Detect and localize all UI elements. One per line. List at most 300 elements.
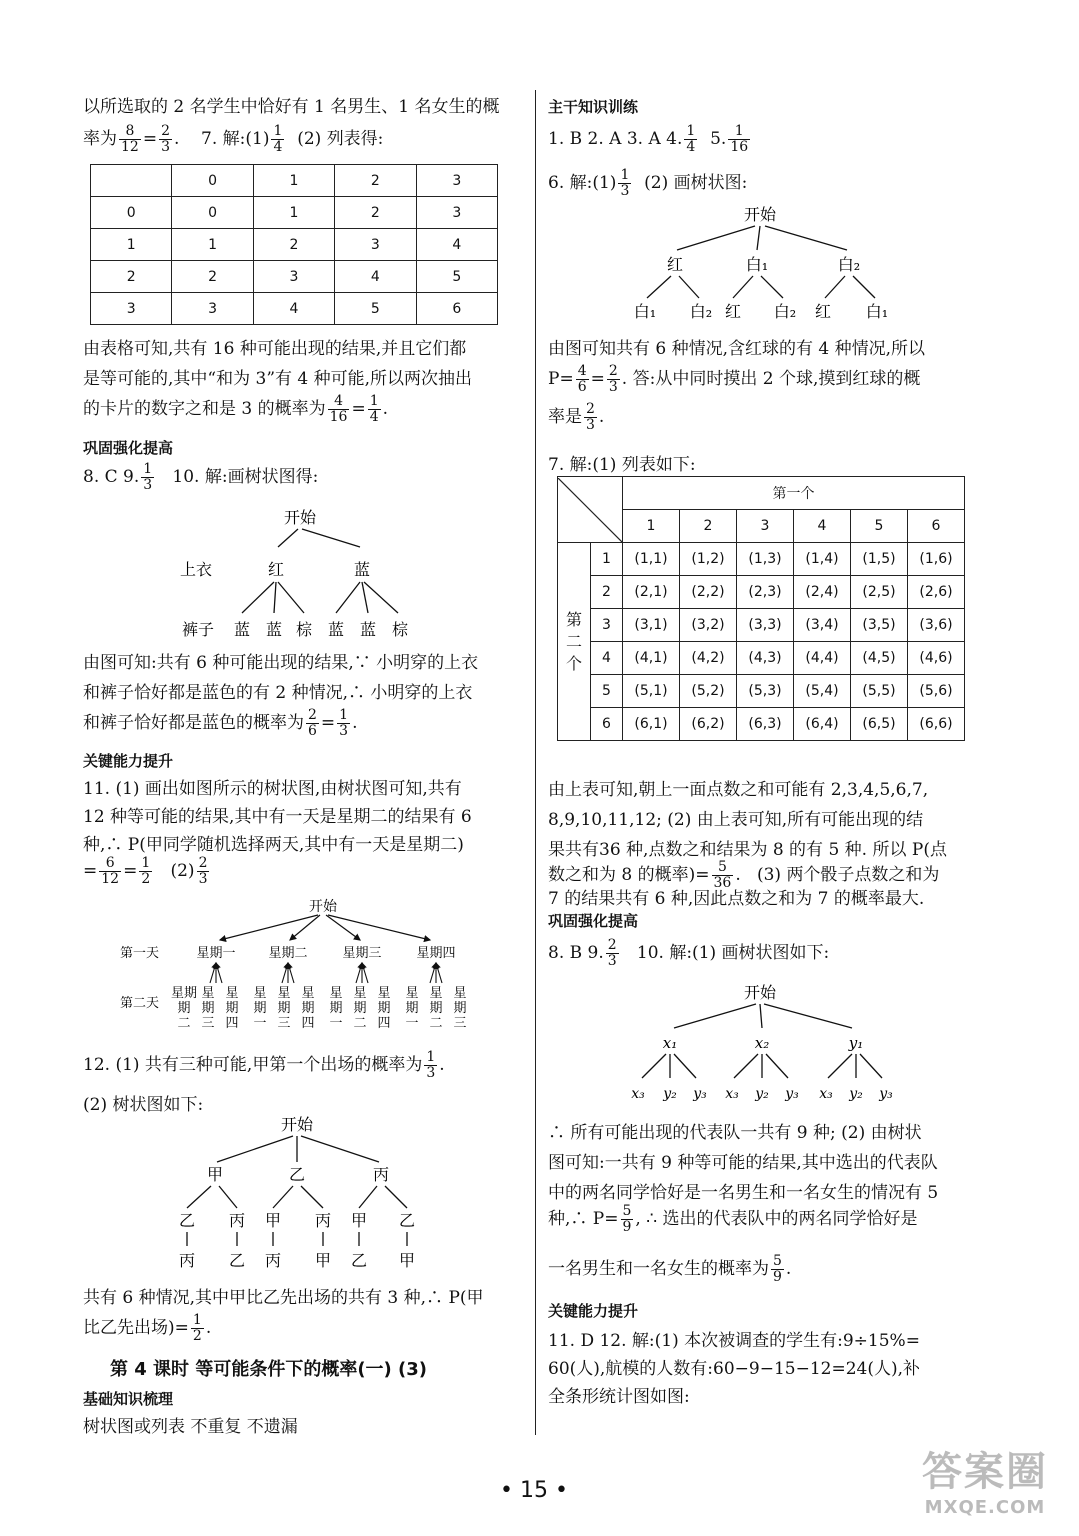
table-cell: (6,2) (680, 708, 737, 741)
tree-edge (679, 276, 699, 298)
table-cell: (4,2) (680, 642, 737, 675)
text-span: 10. 解:(1) 画树状图如下: (636, 943, 830, 963)
fraction-den: 6 (308, 723, 317, 739)
tree-node: x₁ (662, 1034, 678, 1052)
text-line: 果共有36 种,点数之和结果为 8 的有 5 种. 所以 P(点 (548, 840, 947, 860)
fraction-den: 2 (141, 871, 151, 887)
text-span: (2) 画树状图: (644, 173, 748, 193)
table-cell: (4,6) (908, 642, 965, 675)
tree-node: 一 (253, 1016, 267, 1031)
table-cell: 1 (253, 197, 334, 229)
table-cell (91, 165, 172, 197)
fraction-num: 2 (198, 855, 208, 871)
text-line: 12. (1) 共有三种可能,甲第一个出场的概率为 $\frac{1}{3}$ . (83, 1049, 445, 1081)
tree-node: x₃ (725, 1086, 739, 1102)
dice-table-body (557, 542, 965, 741)
fraction-num: 1 (339, 707, 349, 723)
table-cell: 2 (172, 261, 253, 293)
watermark-text: 答案圈 (922, 1449, 1048, 1495)
text-span: P= (548, 369, 574, 389)
tree-node: x₃ (631, 1086, 645, 1102)
text-line (548, 168, 747, 199)
text-span: 比乙先出场)= (83, 1318, 189, 1338)
table-corner (558, 477, 623, 543)
text-line: 的卡片的数字之和是 3 的概率为 $\frac{4}{16}$ = $\frac{1}{4}$ . (83, 393, 389, 425)
table-cell: (2,2) (680, 576, 737, 609)
tree-node: 白₂ (837, 255, 861, 274)
row-header: 2 (591, 576, 623, 609)
text-line: 共有 6 种情况,其中甲比乙先出场的共有 3 种,∴ P(甲 (83, 1288, 484, 1308)
tree-edge (825, 276, 845, 298)
tree-edge (362, 582, 368, 613)
tree-node: 丙 (178, 1251, 196, 1270)
tree-edge (853, 276, 875, 298)
table-cell: 0 (91, 197, 172, 229)
fraction-den: 3 (161, 139, 170, 155)
table-cell: (6,6) (908, 708, 965, 741)
text-line: 率为 $\frac{8}{12}$ = $\frac{2}{3}$ . 7. 解:(1) $\frac{1}{4}$ (2) 列表得: (83, 123, 384, 155)
table-cell: (5,4) (794, 675, 851, 708)
tree-node: 星 (405, 986, 419, 1001)
tree-node: 开始 (283, 508, 317, 527)
text-line: 数之和为 8 的概率)= $\frac{5}{36}$ . (3) 两个骰子点数之和为 (548, 859, 940, 891)
weekday-tree-diagram (118, 895, 488, 1045)
table-cell: 6 (416, 293, 497, 325)
tree-node: 星 (377, 986, 391, 1001)
table-cell: (4,3) (737, 642, 794, 675)
tree-edge (677, 226, 755, 250)
table-cell: (2,3) (737, 576, 794, 609)
text-span: 8. C 9. (83, 467, 140, 487)
tree-node: 星 (253, 986, 267, 1001)
fraction-den: 16 (329, 409, 348, 425)
tree-edge (734, 1054, 758, 1078)
tree-node: y₁ (848, 1034, 864, 1052)
tree-node: 三 (453, 1016, 467, 1031)
text-span: 1. B 2. A 3. A 4. (548, 129, 683, 149)
text-span: 5. (710, 129, 727, 149)
fraction (159, 124, 172, 155)
tree-node: 白₂ (689, 302, 713, 321)
fraction (368, 394, 381, 425)
tree-node: 甲 (264, 1211, 282, 1230)
fraction (606, 938, 619, 969)
table-cell: (5,2) (680, 675, 737, 708)
table-cell: (2,4) (794, 576, 851, 609)
tree-edge (385, 1186, 407, 1208)
fraction-den: 9 (622, 1219, 632, 1235)
tree-node: y₃ (693, 1086, 707, 1102)
table-cell: (1,4) (794, 543, 851, 576)
section-heading: 关键能力提升 (548, 1302, 639, 1320)
table-cell: (1,2) (680, 543, 737, 576)
table-cell: (6,5) (851, 708, 908, 741)
text-line: 图可知:一共有 9 种等可能的结果,其中选出的代表队 (548, 1153, 938, 1173)
tree-edge (274, 582, 276, 613)
tree-edge (301, 1136, 379, 1162)
tree-edge (301, 1186, 323, 1208)
text-span: 数之和为 8 的概率)= (548, 865, 710, 885)
tree-node: 红 (267, 560, 285, 579)
side-char: 第 (565, 609, 582, 629)
table-cell: 4 (335, 261, 416, 293)
table-cell: (5,3) (737, 675, 794, 708)
fraction-num: 2 (308, 707, 317, 723)
tree-edge (733, 276, 753, 298)
text-line: ∴ 所有可能出现的代表队一共有 9 种; (2) 由树状 (548, 1123, 922, 1143)
fraction-den: 12 (101, 871, 120, 887)
tree-edge (761, 276, 783, 298)
table-cell: (2,1) (623, 576, 680, 609)
tree-node: 星期二 (268, 946, 308, 961)
tree-edge (757, 226, 760, 250)
fraction-den: 12 (121, 139, 139, 155)
diagonal-line (558, 478, 622, 542)
tree-edge (220, 915, 318, 940)
table-cell: 3 (335, 229, 416, 261)
lesson-title: 第 4 课时 等可能条件下的概率(一) (3) (110, 1359, 428, 1380)
text-span: 一名男生和一名女生的概率为 (548, 1259, 769, 1279)
tree-edge (364, 582, 398, 613)
row-header: 5 (591, 675, 623, 708)
fraction (584, 402, 597, 433)
table-cell: (3,4) (794, 609, 851, 642)
tree-edge (278, 582, 304, 613)
tree-edge (362, 963, 368, 983)
clothing-tree-diagram (170, 505, 430, 645)
tree-node: 期 (253, 1001, 267, 1016)
table-cell: (3,2) (680, 609, 737, 642)
tree-node: 开始 (309, 899, 337, 915)
fraction (337, 708, 350, 739)
tree-edge (430, 963, 436, 983)
tree-node: 蓝 (327, 620, 345, 639)
text-line: 中的两名同学恰好是一名男生和一名女生的情况有 5 (548, 1183, 939, 1203)
table-cell: (1,3) (737, 543, 794, 576)
fraction-num: 1 (143, 461, 153, 477)
text-line: 率是 $\frac{2}{3}$ . (548, 401, 605, 433)
table-cell: (2,5) (851, 576, 908, 609)
fraction-den: 3 (198, 871, 208, 887)
tree-node: 裤子 (181, 620, 215, 639)
fraction-num: 1 (620, 167, 630, 183)
text-span: (2) (170, 861, 195, 881)
text-line: 11. (1) 画出如图所示的树状图,由树状图可知,共有 (83, 779, 462, 799)
text-line: 种,∴ P(甲同学随机选择两天,其中有一天是星期二) (83, 835, 464, 855)
text-span: = (83, 861, 98, 881)
tree-edge (219, 1186, 237, 1208)
table-header: 6 (908, 510, 965, 543)
tree-node: 星期三 (342, 946, 382, 961)
text-span: 率为 (83, 129, 117, 149)
tree-node: 红 (724, 302, 742, 321)
table-cell: 0 (172, 165, 253, 197)
table-cell: 5 (335, 293, 416, 325)
text-span: 6. 解:(1) (548, 173, 617, 193)
tree-node: 四 (225, 1016, 239, 1031)
fraction (728, 124, 750, 155)
tree-node: 红 (666, 255, 684, 274)
fraction-num: 2 (608, 363, 618, 379)
fraction-num: 4 (328, 394, 350, 410)
fraction-den: 4 (273, 139, 283, 155)
table-cell: 1 (172, 229, 253, 261)
tree-node: 四 (377, 1016, 391, 1031)
section-heading: 巩固强化提高 (548, 912, 639, 930)
tree-node: y₃ (785, 1086, 799, 1102)
row-header: 3 (591, 609, 623, 642)
fraction (119, 124, 141, 155)
watermark-logo (900, 1440, 1070, 1530)
table-cell: (3,3) (737, 609, 794, 642)
fraction-num: 1 (192, 1312, 202, 1328)
text-line: 和裤子恰好都是蓝色的概率为 $\frac{2}{6}$ = $\frac{1}{3}$ . (83, 707, 358, 739)
text-line: 是等可能的,其中“和为 3”有 4 种可能,所以两次抽出 (83, 369, 473, 389)
text-span: (2) 列表得: (297, 129, 384, 149)
tree-node: 期 (405, 1001, 419, 1016)
text-line (83, 462, 318, 493)
text-line: 由上表可知,朝上一面点数之和可能有 2,3,4,5,6,7, (548, 780, 929, 800)
tree-node: 星期 (170, 986, 198, 1001)
tree-edge (766, 1054, 788, 1078)
fraction-num: 2 (586, 401, 595, 417)
fraction-den: 3 (143, 477, 153, 493)
tree-node: 星 (201, 986, 215, 1001)
fraction-den: 2 (192, 1328, 202, 1344)
text-span: 种,∴ P= (548, 1209, 619, 1229)
tree-node: 开始 (280, 1115, 314, 1134)
tree-node: 甲 (314, 1251, 332, 1270)
fraction (306, 708, 319, 739)
tree-node: y₂ (849, 1086, 863, 1102)
text-line: 7 的结果共有 6 种,因此点数之和为 7 的概率最大. (548, 889, 925, 909)
tree-edge (760, 1004, 762, 1028)
fraction-num: 5 (773, 1253, 782, 1269)
tree-node: y₂ (755, 1086, 769, 1102)
table-header: 3 (737, 510, 794, 543)
text-span: 和裤子恰好都是蓝色的概率为 (83, 713, 304, 733)
table-cell: 3 (416, 165, 497, 197)
tree-node: 星 (225, 986, 239, 1001)
table-cell: (5,5) (851, 675, 908, 708)
fraction-num: 2 (607, 937, 617, 953)
text-line: P= $\frac{4}{6}$ = $\frac{2}{3}$ . 答:从中同时摸出 2 个球,摸到红球的概 (548, 363, 921, 395)
text-line: 11. D 12. 解:(1) 本次被调查的学生有:9÷15%= (548, 1331, 920, 1351)
tree-node: 星 (329, 986, 343, 1001)
fraction-num: 5 (622, 1203, 632, 1219)
fraction-num: 1 (141, 855, 151, 871)
tree-node: 二 (429, 1016, 443, 1031)
text-span: 的卡片的数字之和是 3 的概率为 (83, 399, 326, 419)
text-line: 以所选取的 2 名学生中恰好有 1 名男生、1 名女生的概 (83, 97, 500, 117)
tree-node: 期 (201, 1001, 215, 1016)
fraction-den: 9 (773, 1269, 782, 1285)
tree-node: 期 (277, 1001, 291, 1016)
row-header: 6 (591, 708, 623, 741)
tree-node: 棕 (295, 620, 313, 639)
tree-edge (216, 963, 222, 983)
fraction-num: 6 (99, 856, 121, 872)
fraction-den: 3 (339, 723, 349, 739)
team-tree-diagram (620, 978, 895, 1108)
text-line: 由表格可知,共有 16 种可能出现的结果,并且它们都 (83, 339, 467, 359)
tree-node: 星 (277, 986, 291, 1001)
fraction (271, 124, 284, 155)
fraction-den: 4 (369, 409, 379, 425)
text-line: 种,∴ P= $\frac{5}{9}$ , ∴ 选出的代表队中的两名同学恰好是 (548, 1203, 918, 1235)
text-line: (2) 树状图如下: (83, 1095, 204, 1115)
fraction-den: 3 (586, 417, 595, 433)
fraction (576, 364, 589, 395)
section-heading: 主干知识训练 (548, 98, 639, 116)
table-cell: 4 (253, 293, 334, 325)
tree-node: 一 (405, 1016, 419, 1031)
watermark-url: MXQE.COM (924, 1497, 1046, 1518)
tree-node: 甲 (350, 1211, 368, 1230)
tree-node: 白₁ (633, 302, 657, 321)
table-cell: (4,5) (851, 642, 908, 675)
tree-edge (765, 226, 847, 250)
tree-node: y₂ (663, 1086, 677, 1102)
tree-node: 蓝 (359, 620, 377, 639)
tree-edge (642, 1054, 666, 1078)
tree-node: 棕 (391, 620, 409, 639)
text-line: 8,9,10,11,12; (2) 由上表可知,所有可能出现的结 (548, 810, 924, 830)
tree-node: 甲 (398, 1251, 416, 1270)
table-cell: 3 (253, 261, 334, 293)
column-divider (535, 90, 536, 1435)
table-cell: (6,3) (737, 708, 794, 741)
tree-edge (828, 1054, 852, 1078)
tree-row-label: 第一天 (120, 946, 160, 961)
table-cell: 0 (172, 197, 253, 229)
tree-node: 乙 (398, 1211, 416, 1230)
tree-node: 二 (177, 1016, 191, 1031)
tree-node: 期 (177, 1001, 191, 1016)
tree-node: 星 (353, 986, 367, 1001)
text-line: 60(人),航模的人数有:60−9−15−12=24(人),补 (548, 1359, 921, 1379)
fraction-num: 2 (161, 123, 170, 139)
tree-edge (674, 1054, 696, 1078)
side-char: 二 (565, 631, 582, 651)
text-line: 和裤子恰好都是蓝色的有 2 种情况,∴ 小明穿的上衣 (83, 683, 473, 703)
table-cell: (6,1) (623, 708, 680, 741)
fraction-den: 16 (730, 139, 749, 155)
tree-node: 三 (201, 1016, 215, 1031)
fraction-den: 6 (577, 379, 587, 395)
tree-node: 丙 (264, 1251, 282, 1270)
text-line: 比乙先出场)= $\frac{1}{2}$ . (83, 1312, 212, 1344)
fraction (684, 124, 697, 155)
tree-node: 蓝 (353, 560, 371, 579)
tree-row-label: 第二天 (120, 996, 160, 1011)
tree-node: 期 (453, 1001, 467, 1016)
table-header: 1 (623, 510, 680, 543)
page-number: • 15 • (500, 1478, 568, 1503)
tree-edge (282, 963, 288, 983)
fraction (191, 1313, 204, 1344)
fraction (197, 856, 210, 887)
tree-node: 期 (377, 1001, 391, 1016)
tree-node: 星 (453, 986, 467, 1001)
table-cell: (3,5) (851, 609, 908, 642)
tree-node: 开始 (743, 983, 777, 1002)
text-span: 10. 解:画树状图得: (172, 467, 319, 487)
table-header: 4 (794, 510, 851, 543)
dice-table (557, 476, 965, 543)
table-cell: (3,1) (623, 609, 680, 642)
section-heading: 巩固强化提高 (83, 439, 174, 457)
text-line: 7. 解:(1) 列表如下: (548, 455, 696, 475)
table-cell: (1,5) (851, 543, 908, 576)
text-line (548, 124, 752, 155)
table-cell: 2 (335, 197, 416, 229)
tree-node: 期 (301, 1001, 315, 1016)
text-line: = $\frac{6}{12}$ = $\frac{1}{2}$ (2) $\frac{2}{3}$ (83, 855, 208, 887)
fraction (618, 168, 631, 199)
tree-edge (288, 963, 294, 983)
tree-node: 甲 (206, 1165, 224, 1184)
fraction (424, 1050, 437, 1081)
table-cell: (6,4) (794, 708, 851, 741)
table-cell: 3 (416, 197, 497, 229)
text-span: 率是 (548, 407, 582, 427)
tree-node: y₃ (879, 1086, 893, 1102)
table-cell: (5,6) (908, 675, 965, 708)
fraction-num: 5 (712, 860, 734, 876)
text-span: ∴ 选出的代表队中的两名同学恰好是 (646, 1209, 918, 1229)
text-span: 7. 解:(1) (201, 129, 270, 149)
section-heading: 关键能力提升 (83, 752, 174, 770)
tree-node: 四 (301, 1016, 315, 1031)
fraction-den: 3 (426, 1065, 436, 1081)
tree-node: 开始 (743, 205, 777, 224)
table-cell: 1 (253, 165, 334, 197)
tree-node: 乙 (228, 1251, 246, 1270)
fraction (139, 856, 152, 887)
tree-row-label: 上衣 (180, 560, 213, 579)
row-header: 1 (591, 543, 623, 576)
tree-node: 一 (329, 1016, 343, 1031)
tree-node: x₂ (754, 1034, 770, 1052)
fraction-num: 1 (369, 393, 379, 409)
tree-node: 期 (329, 1001, 343, 1016)
section-heading: 基础知识梳理 (83, 1390, 174, 1408)
tree-node: 星 (301, 986, 315, 1001)
tree-edge (356, 963, 362, 983)
tree-edge (860, 1054, 882, 1078)
fraction (328, 394, 350, 425)
table-cell: (4,1) (623, 642, 680, 675)
table-cell: (4,4) (794, 642, 851, 675)
tree-node: 蓝 (233, 620, 251, 639)
tree-node: 红 (814, 302, 832, 321)
tree-edge (674, 1004, 756, 1028)
tree-node: 丙 (372, 1165, 390, 1184)
tree-node: 白₂ (773, 302, 797, 321)
row-header: 4 (591, 642, 623, 675)
table-cell: (5,1) (623, 675, 680, 708)
tree-edge (217, 1136, 293, 1162)
text-span: (3) 两个骰子点数之和为 (756, 865, 940, 885)
text-span: 12. (1) 共有三种可能,甲第一个出场的概率为 (83, 1055, 423, 1075)
fraction-den: 3 (608, 379, 618, 395)
tree-edge (273, 1186, 293, 1208)
table-cell: 2 (253, 229, 334, 261)
fraction-den: 4 (686, 139, 696, 155)
tree-edge (210, 963, 216, 983)
tree-edge (647, 276, 671, 298)
